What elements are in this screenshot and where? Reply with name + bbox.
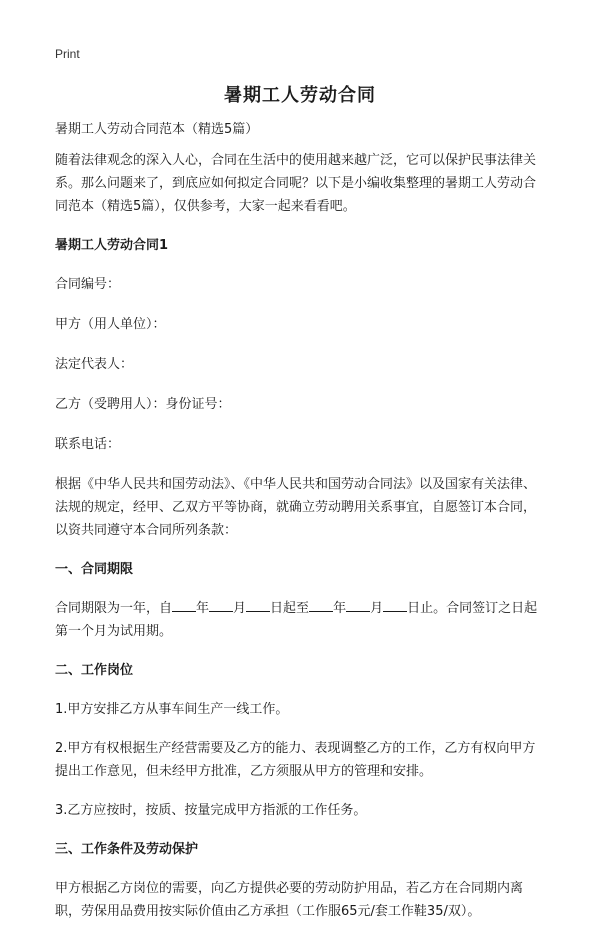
term-year2: 年	[333, 601, 347, 616]
section-position-heading: 二、工作岗位	[55, 663, 134, 678]
document-body	[55, 118, 548, 939]
section-term-heading: 一、合同期限	[55, 562, 134, 577]
blank-line	[172, 597, 196, 612]
contract-number-field: 合同编号：	[55, 277, 121, 292]
party-a-field: 甲方（用人单位）：	[55, 317, 166, 332]
print-link[interactable]: Print	[55, 47, 80, 61]
blank-line	[346, 597, 370, 612]
term-day1: 日起至	[270, 601, 310, 616]
term-paragraph	[55, 597, 548, 643]
term-month1: 月	[233, 601, 247, 616]
intro-paragraph: 随着法律观念的深入人心，合同在生活中的使用越来越广泛，它可以保护民事法律关系。那么问题来了，到底应如何拟定合同呢？以下是小编收集整理的暑期工人劳动合同范本（精选5篇），仅供参考，大家一起来看看吧。	[55, 153, 537, 214]
contract-heading: 暑期工人劳动合同1	[55, 238, 169, 253]
blank-line	[209, 597, 233, 612]
document-subtitle: 暑期工人劳动合同范本（精选5篇）	[55, 122, 259, 137]
blank-line	[309, 597, 333, 612]
position-item: 3.乙方应按时，按质、按量完成甲方指派的工作任务。	[55, 803, 367, 818]
phone-field: 联系电话：	[55, 437, 121, 452]
position-item: 2.甲方有权根据生产经营需要及乙方的能力、表现调整乙方的工作，乙方有权向甲方提出工作意见，但未经甲方批准，乙方须服从甲方的管理和安排。	[55, 741, 536, 779]
term-year1: 年	[196, 601, 210, 616]
blank-line	[383, 597, 407, 612]
blank-line	[246, 597, 270, 612]
conditions-paragraph: 甲方根据乙方岗位的需要，向乙方提供必要的劳动防护用品，若乙方在合同期内离职，劳保用品费用按实际价值由乙方承担（工作服65元/套工作鞋35/双）。	[55, 881, 524, 919]
position-item: 1.甲方安排乙方从事车间生产一线工作。	[55, 702, 289, 717]
term-text-a: 合同期限为一年，自	[55, 601, 173, 616]
term-month2: 月	[370, 601, 384, 616]
document-title: 暑期工人劳动合同	[224, 85, 376, 106]
section-conditions-heading: 三、工作条件及劳动保护	[55, 842, 199, 857]
legal-representative-field: 法定代表人：	[55, 357, 134, 372]
term-text-b: 日止。合同签订之日起第一个月为试用期。	[55, 601, 538, 639]
preamble-paragraph: 根据《中华人民共和国劳动法》、《中华人民共和国劳动合同法》以及国家有关法律、法规的规定，经甲、乙双方平等协商，就确立劳动聘用关系事宜，自愿签订本合同，以资共同遵守本合同所列条款：	[55, 477, 537, 538]
party-b-id-field: 乙方（受聘用人）：身份证号：	[55, 397, 231, 412]
